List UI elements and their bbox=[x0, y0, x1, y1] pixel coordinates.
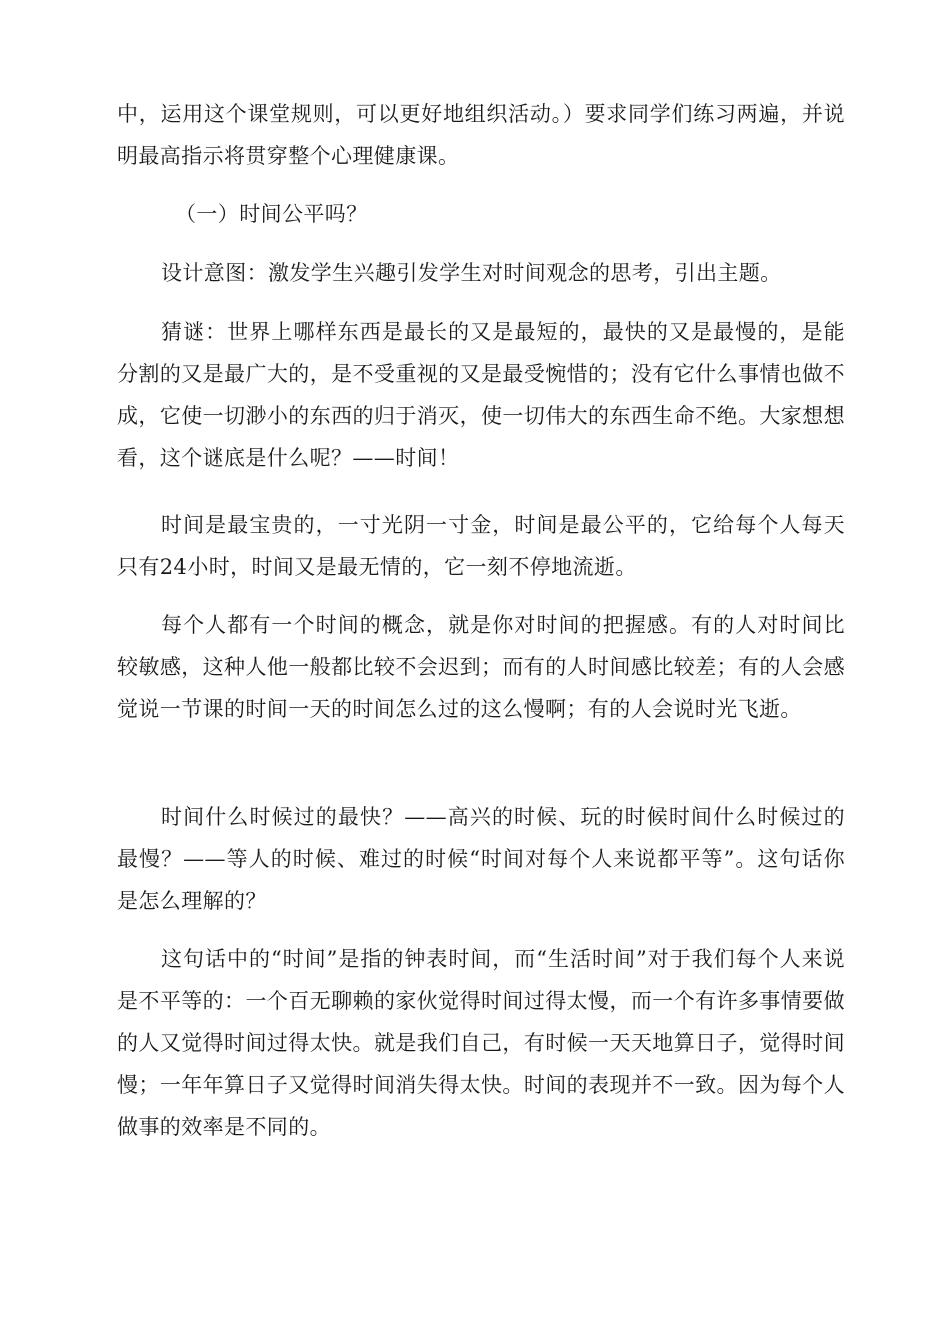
paragraph-riddle: 猜谜：世界上哪样东西是最长的又是最短的，最快的又是最慢的，是能分割的又是最广大的，是不受重视的又是最受惋惜的；没有它什么事情也做不成，它使一切渺小的东西的归于消灭，使一切伟大的东西生命不绝。大家想想看，这个谜底是什么呢？——时间！ bbox=[117, 320, 845, 470]
paragraph-design-intent: 设计意图：激发学生兴趣引发学生对时间观念的思考，引出主题。 bbox=[161, 261, 782, 285]
paragraph-continuation: 中，运用这个课堂规则，可以更好地组织活动。）要求同学们练习两遍，并说明最高指示将贯穿整个心理健康课。 bbox=[117, 102, 845, 168]
paragraph-time-precious: 时间是最宝贵的，一寸光阴一寸金，时间是最公平的，它给每个人每天只有24小时，时间又是最无情的，它一刻不停地流逝。 bbox=[117, 513, 845, 579]
section-heading: （一）时间公平吗？ bbox=[175, 202, 368, 226]
paragraph-time-fast-slow: 时间什么时候过的最快？——高兴的时候、玩的时候时间什么时候过的最慢？——等人的时候、难过的时候“时间对每个人来说都平等”。这句话你是怎么理解的？ bbox=[117, 805, 845, 913]
paragraph-time-concept: 每个人都有一个时间的概念，就是你对时间的把握感。有的人对时间比较敏感，这种人他一般都比较不会迟到；而有的人时间感比较差；有的人会感觉说一节课的时间一天的时间怎么过的这么慢啊；有的人会说时光飞逝。 bbox=[117, 613, 845, 721]
paragraph-clock-time: 这句话中的“时间”是指的钟表时间，而“生活时间”对于我们每个人来说是不平等的：一个百无聊赖的家伙觉得时间过得太慢，而一个有许多事情要做的人又觉得时间过得太快。就是我们自己，有时候一天天地算日子，觉得时间慢；一年年算日子又觉得时间消失得太快。时间的表现并不一致。因为每个人做事的效率是不同的。 bbox=[117, 947, 845, 1139]
